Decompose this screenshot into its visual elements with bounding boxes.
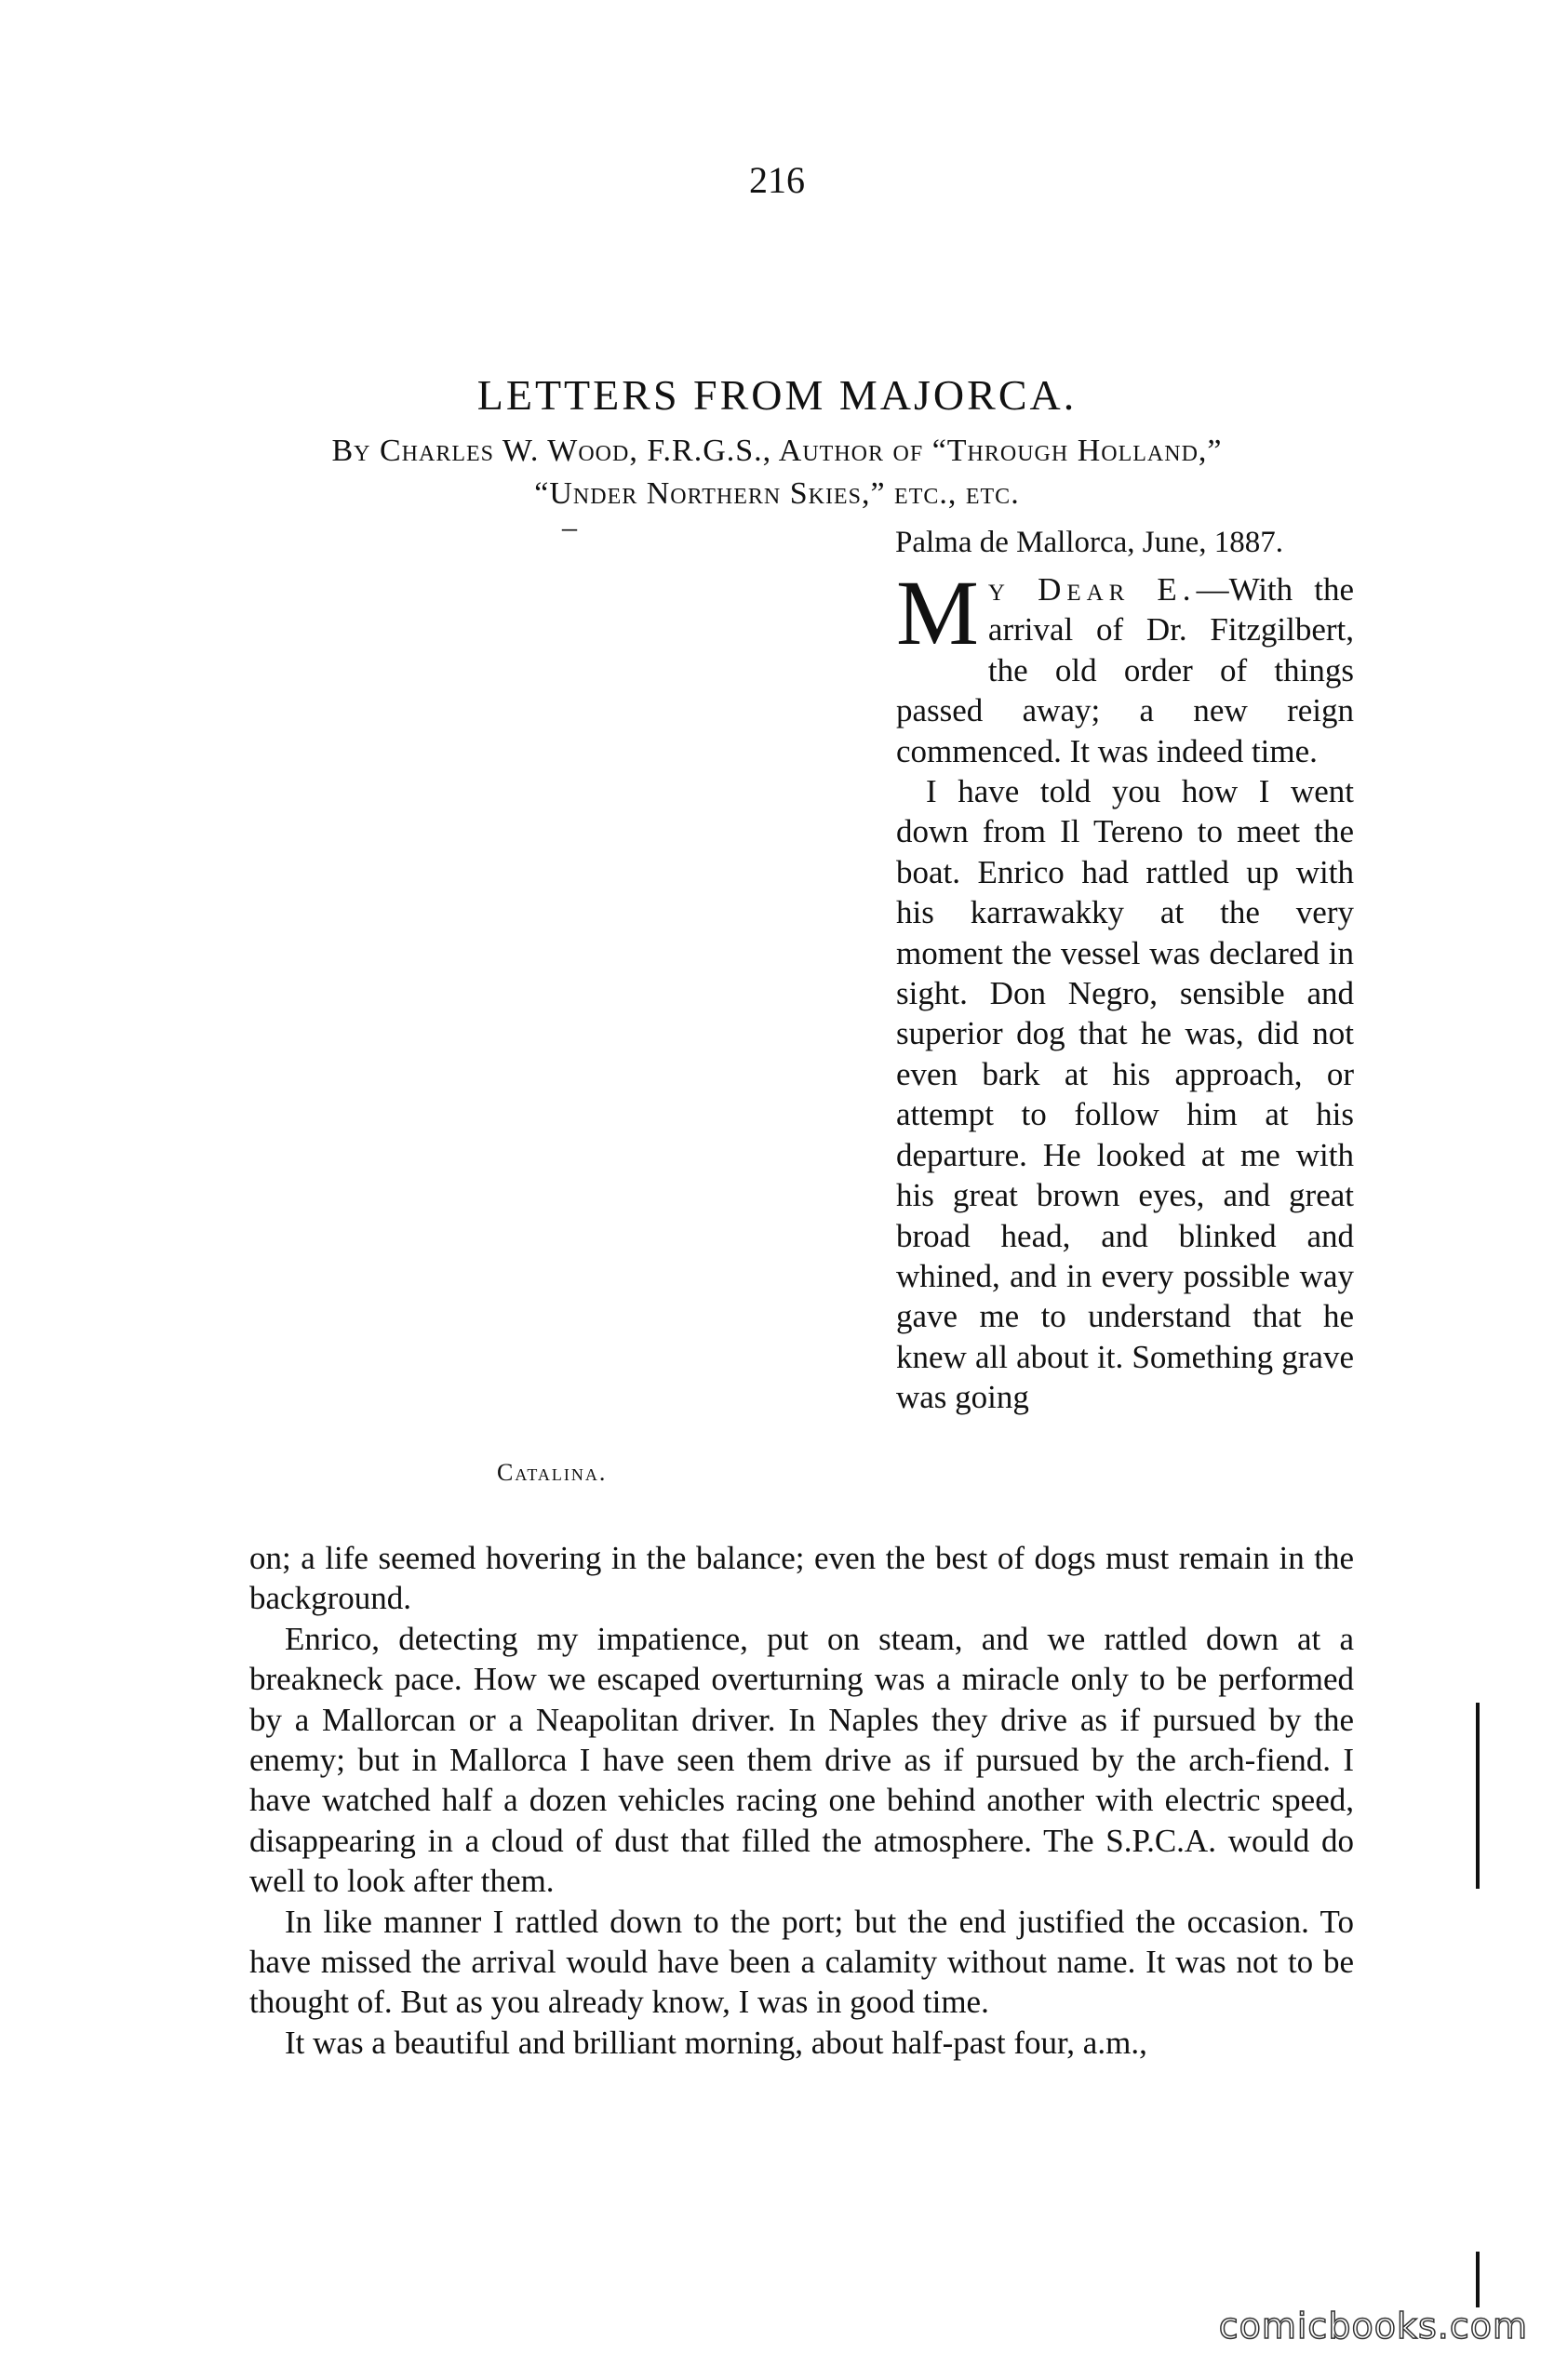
margin-scan-mark xyxy=(1476,2252,1480,2307)
page-number: 216 xyxy=(749,159,805,201)
divider-dash: – xyxy=(562,510,577,543)
illustration-area xyxy=(247,568,824,1451)
full-width-text xyxy=(249,1538,1354,2063)
article-title: LETTERS FROM MAJORCA. xyxy=(476,371,1078,419)
byline-line-1: By Charles W. Wood, F.R.G.S., Author of “Through Holland,” xyxy=(331,434,1223,468)
illustration-caption: Catalina. xyxy=(497,1459,608,1486)
margin-scan-mark xyxy=(1476,1703,1480,1889)
drop-cap: M xyxy=(896,561,979,664)
column-paragraph-2: I have told you how I went down from Il Tereno to meet the boat. Enrico had rattled up with his karrawakky at the very moment the vessel was declared in sight. Don Negro, sensible and superior dog that he was, did not even bark at his approach, or attempt to follow him at his departure. He looked at me with his great brown eyes, and great broad head, and blinked and whined, and in every possible way gave me to understand that he knew all about it. Something grave was going xyxy=(896,773,1354,1416)
byline-line-2: “Under Northern Skies,” etc., etc. xyxy=(534,476,1020,511)
watermark: comicbooks.com xyxy=(1218,2306,1528,2347)
dateline: Palma de Mallorca, June, 1887. xyxy=(895,526,1283,559)
salutation: y Dear E. xyxy=(987,571,1197,608)
paragraph-5: It was a beautiful and brilliant morning, about half-past four, a.m., xyxy=(285,2024,1147,2061)
column-text xyxy=(896,561,1354,1418)
paragraph-continuation: on; a life seemed hovering in the balance; even the best of dogs must remain in the background. xyxy=(249,1540,1354,1617)
paragraph-3: Enrico, detecting my impatience, put on steam, and we rattled down at a breakneck pace. How we escaped overturning was a miracle only to be performed by a Mallorcan or a Neapolitan driver. In Naples they drive as if pursued by the enemy; but in Mallorca I have seen them drive as if pursued by the arch-fiend. I have watched half a dozen vehicles racing one behind another with electric speed, disappearing in a cloud of dust that filled the atmosphere. The S.P.C.A. would do well to look after them. xyxy=(249,1620,1354,1900)
opening-paragraph xyxy=(896,561,1354,771)
paragraph-4: In like manner I rattled down to the port; but the end justified the occasion. To have missed the arrival would have been a calamity without name. It was not to be thought of. But as you already know, I was in good time. xyxy=(249,1903,1354,2021)
opening-paragraph-text: —With the arrival of Dr. Fitzgilbert, the old order of things passed away; a new reign commenced. It was indeed time. xyxy=(896,571,1354,769)
